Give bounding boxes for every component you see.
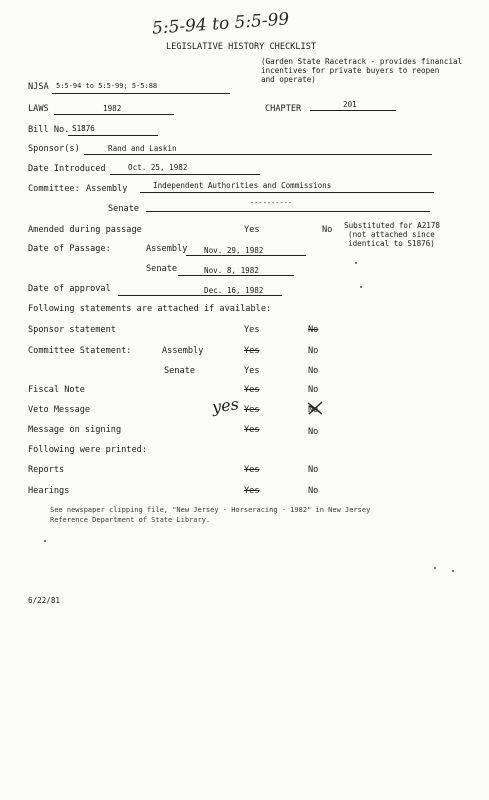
introduced-line <box>110 174 260 175</box>
introduced-value: Oct. 25, 1982 <box>128 163 188 172</box>
passage-label: Date of Passage: <box>28 244 111 254</box>
reports-yes: Yes <box>244 465 260 475</box>
signing-message-yes: Yes <box>244 425 260 435</box>
chapter-value: 201 <box>343 100 357 109</box>
njsa-label: NJSA <box>28 82 49 92</box>
passage-assembly-line <box>186 255 306 256</box>
note-line-2: incentives for private buyers to reopen <box>261 66 440 75</box>
laws-line <box>54 114 174 115</box>
page-title: LEGISLATIVE HISTORY CHECKLIST <box>166 42 317 52</box>
approval-label: Date of approval <box>28 284 111 294</box>
fiscal-note-no: No <box>308 385 319 395</box>
laws-label: LAWS <box>28 104 49 114</box>
scan-speck <box>434 567 436 569</box>
handwritten-dates: 5:5-94 to 5:5-99 <box>151 9 290 39</box>
sponsor-line <box>84 154 432 155</box>
scan-speck <box>360 286 362 288</box>
amended-yes: Yes <box>244 225 260 235</box>
introduced-label: Date Introduced <box>28 164 106 174</box>
passage-assembly-value: Nov. 29, 1982 <box>204 246 264 255</box>
bill-line <box>68 135 158 136</box>
committee-senate-label: Senate <box>108 204 140 214</box>
bill-value: S1876 <box>72 124 95 133</box>
footnote-line-2: Reference Department of State Library. <box>50 516 211 524</box>
sponsor-label: Sponsor(s) <box>28 144 80 154</box>
sponsor-statement-label: Sponsor statement <box>28 325 116 335</box>
committee-senate-line <box>146 211 430 212</box>
njsa-line <box>52 93 230 94</box>
substituted-line-2: (not attached since <box>348 230 435 239</box>
chapter-line <box>310 110 396 111</box>
committee-assembly-line <box>140 192 434 193</box>
passage-senate-label: Senate <box>146 264 178 274</box>
printed-heading: Following were printed: <box>28 445 147 455</box>
veto-message-label: Veto Message <box>28 405 91 415</box>
bill-label: Bill No. <box>28 125 70 135</box>
substituted-line-3: identical to S1876) <box>348 239 435 248</box>
committee-assembly-value: Independent Authorities and Commissions <box>153 181 332 190</box>
veto-message-yes: Yes <box>244 405 260 415</box>
committee-statement-senate-yes: Yes <box>244 366 260 376</box>
committee-statement-senate-no: No <box>308 366 319 376</box>
committee-senate-value: ---------- <box>250 199 293 207</box>
fiscal-note-yes: Yes <box>244 385 260 395</box>
sponsor-value: Rand and Laskin <box>108 144 177 153</box>
committee-statement-label: Committee Statement: <box>28 346 132 356</box>
committee-statement-assembly-label: Assembly <box>162 346 204 356</box>
footnote-line-1: See newspaper clipping file, "New Jersey - Horseracing - 1982" in New Jersey <box>50 506 371 514</box>
fiscal-note-label: Fiscal Note <box>28 385 85 395</box>
scan-speck <box>44 540 46 542</box>
scan-speck <box>355 262 357 264</box>
amended-no: No <box>322 225 333 235</box>
sponsor-statement-yes: Yes <box>244 325 260 335</box>
passage-senate-line <box>178 275 294 276</box>
hearings-no: No <box>308 486 319 496</box>
committee-statement-assembly-no: No <box>308 346 319 356</box>
note-line-1: (Garden State Racetrack - provides financial <box>261 57 463 66</box>
njsa-value: 5:5-94 to 5:5-99; 5-5:88 <box>56 82 158 90</box>
note-line-3: and operate) <box>261 75 316 84</box>
footer-date: 6/22/81 <box>28 596 61 605</box>
amended-label: Amended during passage <box>28 225 142 235</box>
substituted-line-1: Substituted for A2178 <box>344 221 441 230</box>
signing-message-label: Message on signing <box>28 425 122 435</box>
veto-no-crossout-mark <box>306 400 326 416</box>
committee-assembly-label: Assembly <box>86 184 128 194</box>
signing-message-no: No <box>308 427 319 437</box>
passage-senate-value: Nov. 8, 1982 <box>204 266 259 275</box>
committee-label: Committee: <box>28 184 80 194</box>
veto-message-no: No <box>308 405 319 415</box>
committee-statement-assembly-yes: Yes <box>244 346 260 356</box>
hearings-yes: Yes <box>244 486 260 496</box>
veto-handwritten-yes: yes <box>210 394 240 417</box>
approval-value: Dec. 16, 1982 <box>204 286 264 295</box>
hearings-label: Hearings <box>28 486 70 496</box>
reports-no: No <box>308 465 319 475</box>
chapter-label: CHAPTER <box>265 104 302 114</box>
laws-value: 1982 <box>103 104 122 113</box>
sponsor-statement-no: No <box>308 325 319 335</box>
statements-heading: Following statements are attached if available: <box>28 304 272 314</box>
approval-line <box>118 295 282 296</box>
committee-statement-senate-label: Senate <box>164 366 196 376</box>
passage-assembly-label: Assembly <box>146 244 188 254</box>
scan-speck <box>452 570 454 572</box>
reports-label: Reports <box>28 465 65 475</box>
